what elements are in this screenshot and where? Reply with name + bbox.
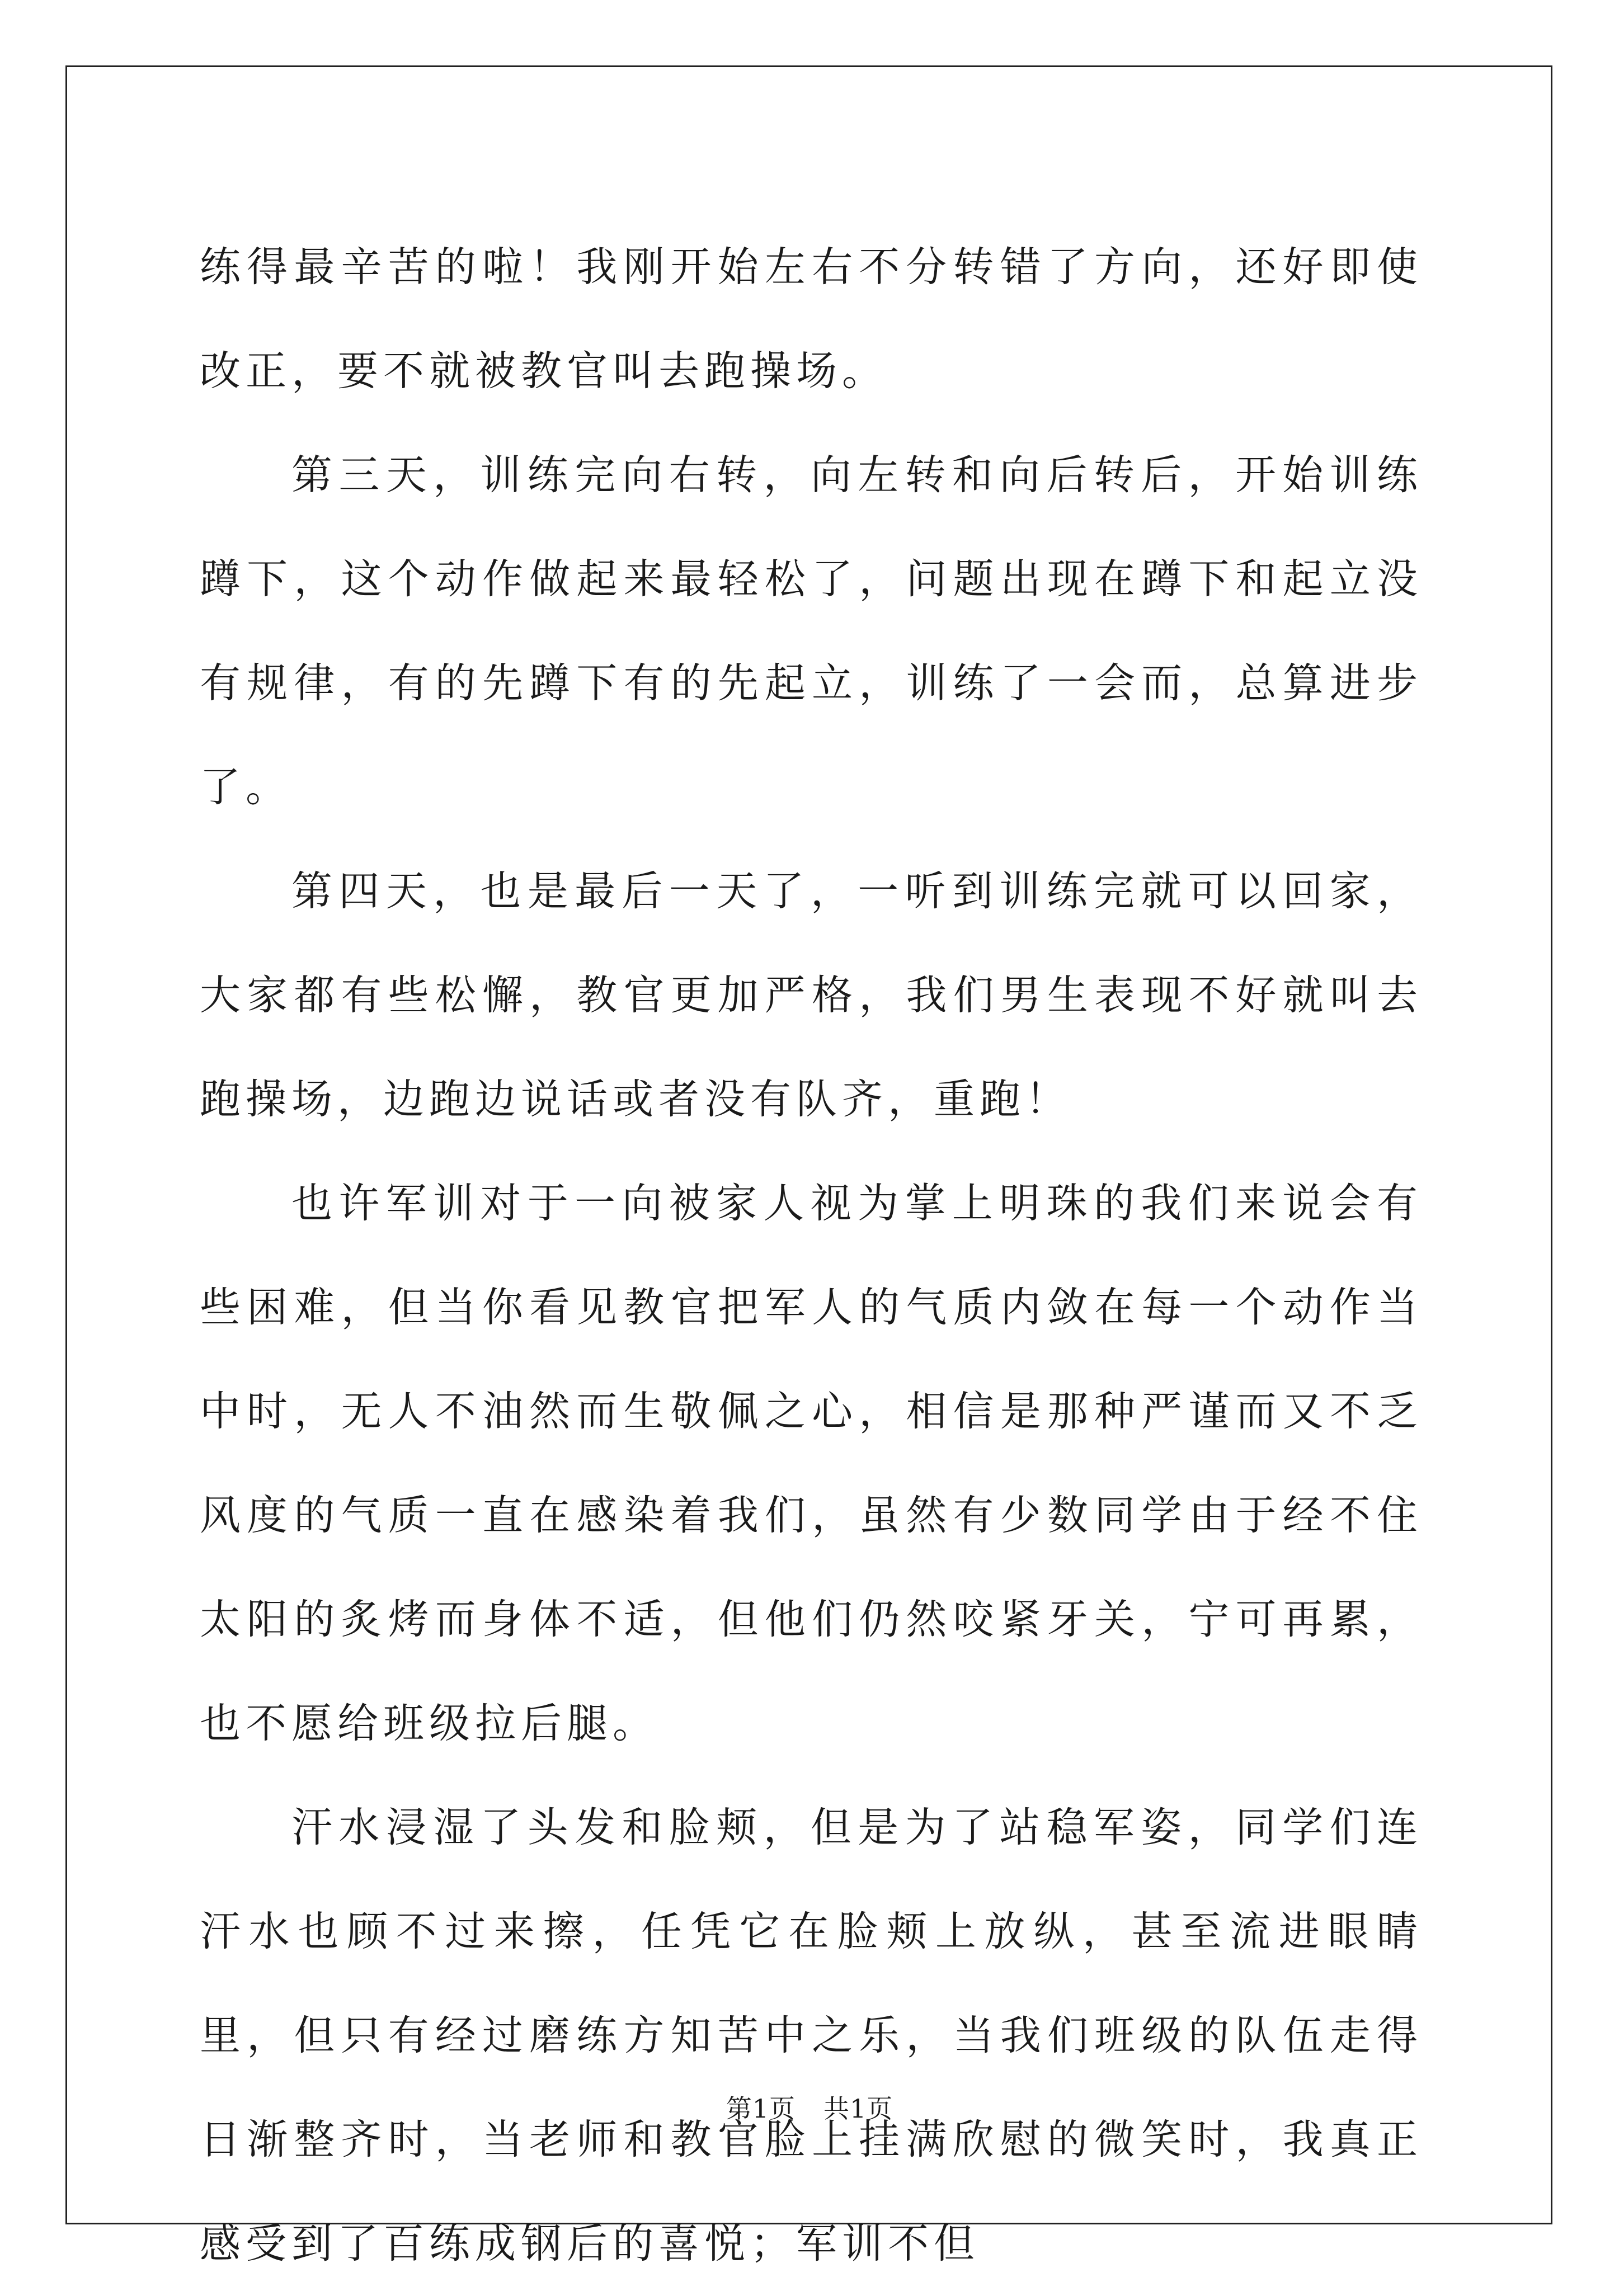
paragraph-3: 第四天，也是最后一天了，一听到训练完就可以回家，大家都有些松懈，教官更加严格，我们男生表现不好就叫去跑操场，边跑边说话或者没有队齐，重跑！	[200, 868, 1423, 1123]
paragraph-2: 第三天，训练完向右转，向左转和向后转后，开始训练蹲下，这个动作做起来最轻松了，问题出现在蹲下和起立没有规律，有的先蹲下有的先起立，训练了一会而，总算进步了。	[200, 451, 1423, 811]
page-number: 第1页	[726, 2094, 796, 2124]
document-body	[200, 215, 1423, 2296]
paragraph-1: 练得最辛苦的啦！我刚开始左右不分转错了方向，还好即使改正，要不就被教官叫去跑操场。	[200, 243, 1423, 395]
page-total: 共1页	[823, 2094, 893, 2124]
paragraph-4: 也许军训对于一向被家人视为掌上明珠的我们来说会有些困难，但当你看见教官把军人的气质内敛在每一个动作当中时，无人不油然而生敬佩之心，相信是那种严谨而又不乏风度的气质一直在感染着我们，虽然有少数同学由于经不住太阳的炙烤而身体不适，但他们仍然咬紧牙关，宁可再累，也不愿给班级拉后腿。	[200, 1180, 1423, 1747]
paragraph-5: 汗水浸湿了头发和脸颊，但是为了站稳军姿，同学们连汗水也顾不过来擦，任凭它在脸颊上放纵，甚至流进眼睛里，但只有经过磨练方知苦中之乐，当我们班级的队伍走得日渐整齐时，当老师和教官脸上挂满欣慰的微笑时，我真正感受到了百练成钢后的喜悦；军训不但	[200, 1804, 1423, 2267]
page-footer	[0, 2088, 1619, 2125]
